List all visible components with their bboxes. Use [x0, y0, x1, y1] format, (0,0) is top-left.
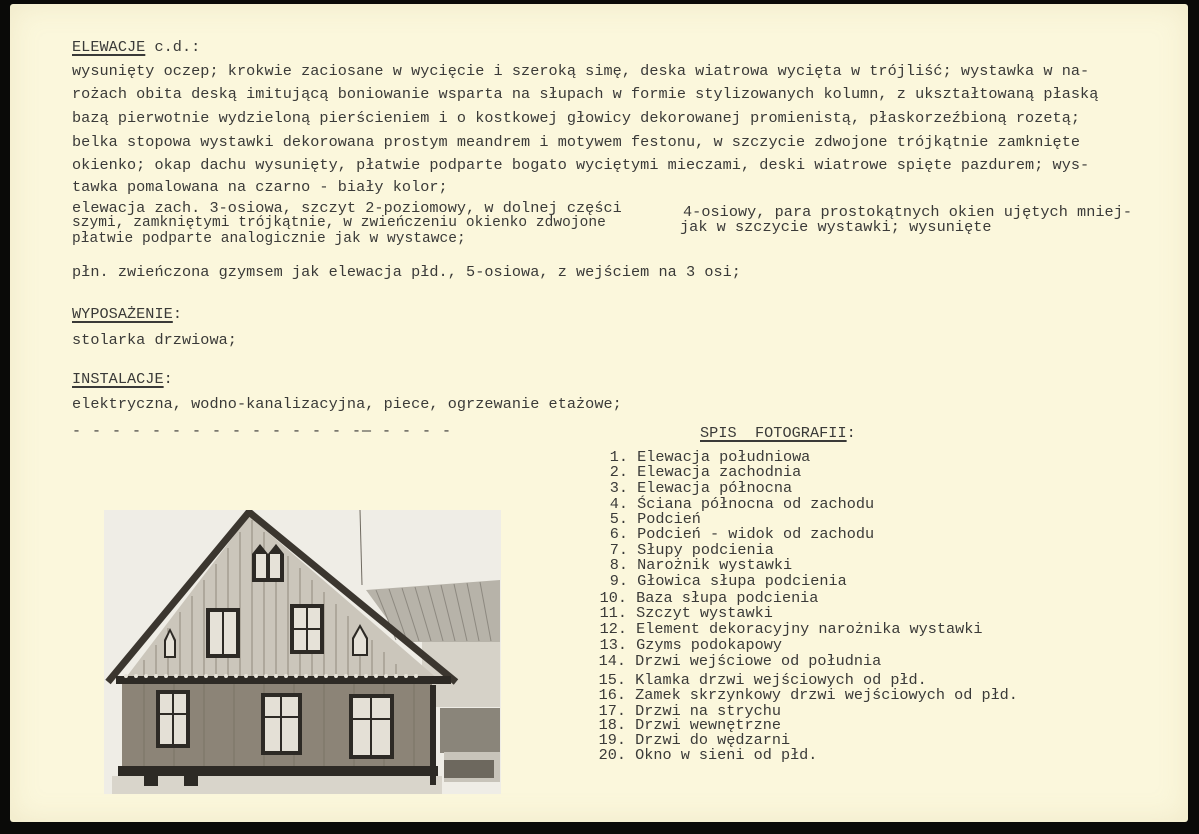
section-heading-instalacje: INSTALACJE:	[72, 370, 173, 388]
photo-list-number: 9.	[609, 572, 628, 590]
photo-list-number: 17.	[598, 702, 626, 720]
photo-list-number: 3.	[609, 479, 628, 497]
text-line: tawka pomalowana na czarno - biały kolor;	[72, 178, 448, 196]
photo-list-number: 2.	[609, 463, 628, 481]
photo-list-label: Gzyms podokapowy	[636, 636, 782, 654]
photo-list-label: Okno w sieni od płd.	[635, 746, 818, 764]
photo-list-label: Szczyt wystawki	[636, 604, 773, 622]
photo-list-number: 5.	[609, 510, 628, 528]
photo-list-label: Głowica słupa podcienia	[637, 572, 847, 590]
photo-list-label: Podcień - widok od zachodu	[637, 525, 875, 543]
photo-list-number: 15.	[598, 671, 626, 689]
photo-list-number: 20.	[598, 746, 626, 764]
text-line: bazą pierwotnie wydzieloną pierścieniem i o kostkowej głowicy dekorowanej promienistą, płaskorzeźbioną rozetą;	[72, 109, 1081, 127]
photo-list-number: 11.	[599, 604, 627, 622]
text-line: belka stopowa wystawki dekorowana prostym meandrem i motywem festonu, w szczycie zdwojone trójkątnie zamknięte	[72, 133, 1081, 151]
photo-list-label: Drzwi wejściowe od południa	[635, 652, 882, 670]
photo-list-number: 12.	[599, 620, 627, 638]
photo-list-number: 13.	[599, 636, 627, 654]
photo-list-number: 6.	[609, 525, 628, 543]
section-heading-elewacje: ELEWACJE c.d.:	[72, 38, 201, 56]
photo-list-label: Drzwi do wędzarni	[635, 731, 791, 749]
text-line: elewacja zach. 3-osiowa, szczyt 2-poziomowy, w dolnej części	[72, 199, 622, 217]
photo-list-item	[588, 652, 881, 670]
photo-list-number: 8.	[609, 556, 628, 574]
photo-list-number: 4.	[609, 495, 628, 513]
photo-list-label: Elewacja północna	[637, 479, 793, 497]
photo-list-number: 19.	[598, 731, 626, 749]
text-line: rożach obita deską imitującą boniowanie wsparta na słupach w formie stylizowanych kolumn, z ukształtowaną płaską	[72, 85, 1099, 103]
photo-list-label: Elewacja południowa	[637, 448, 811, 466]
photo-list-item	[590, 572, 847, 590]
photo-list-label: Drzwi na strychu	[635, 702, 781, 720]
photo-list-label: Słupy podcienia	[637, 541, 774, 559]
photo-list-item	[588, 746, 817, 764]
section-heading-spis-fotografii: SPIS FOTOGRAFII:	[700, 424, 856, 442]
photo-list-label: Podcień	[637, 510, 701, 528]
text-line: jak w szczycie wystawki; wysunięte	[680, 218, 992, 236]
text-line: elektryczna, wodno-kanalizacyjna, piece, ogrzewanie etażowe;	[72, 395, 622, 413]
text-line: wysunięty oczep; krokwie zaciosane w wycięcie i szeroką simę, deska wiatrowa wycięta w trójliść; wystawka w na-	[72, 62, 1090, 80]
photo-list-label: Zamek skrzynkowy drzwi wejściowych od płd.	[635, 686, 1018, 704]
house-photograph	[104, 510, 501, 794]
text-line: okienko; okap dachu wysunięty, płatwie podparte bogato wyciętymi mieczami, deski wiatrowe spięte pazdurem; wys-	[72, 156, 1090, 174]
photo-list-number: 16.	[598, 686, 626, 704]
section-heading-wyposazenie: WYPOSAŻENIE:	[72, 305, 182, 323]
photo-list-label: Baza słupa podcienia	[636, 589, 819, 607]
photo-list-number: 14.	[598, 652, 626, 670]
photo-list-label: Ściana północna od zachodu	[637, 495, 875, 513]
photo-list-number: 18.	[598, 716, 626, 734]
photo-list-number: 1.	[609, 448, 628, 466]
photo-list-number: 7.	[609, 541, 628, 559]
photo-list-label: Element dekoracyjny narożnika wystawki	[636, 620, 983, 638]
photo-list-label: Drzwi wewnętrzne	[635, 716, 781, 734]
text-line: szymi, zamkniętymi trójkątnie, w zwieńczeniu okienko zdwojone	[72, 215, 606, 231]
text-line: stolarka drzwiowa;	[72, 331, 237, 349]
text-line: 4-osiowy, para prostokątnych okien ujętych mniej-	[683, 203, 1133, 221]
house-photo-image	[104, 510, 501, 794]
photo-list-label: Klamka drzwi wejściowych od płd.	[635, 671, 927, 689]
photo-list-number: 10.	[599, 589, 627, 607]
text-line: płn. zwieńczona gzymsem jak elewacja płd., 5-osiowa, z wejściem na 3 osi;	[72, 263, 741, 281]
photo-list-label: Narożnik wystawki	[637, 556, 793, 574]
photo-list-label: Elewacja zachodnia	[637, 463, 802, 481]
text-line: płatwie podparte analogicznie jak w wystawce;	[72, 231, 466, 247]
dashed-divider: - - - - - - - - - - - - - - -— - - - -	[72, 423, 453, 440]
